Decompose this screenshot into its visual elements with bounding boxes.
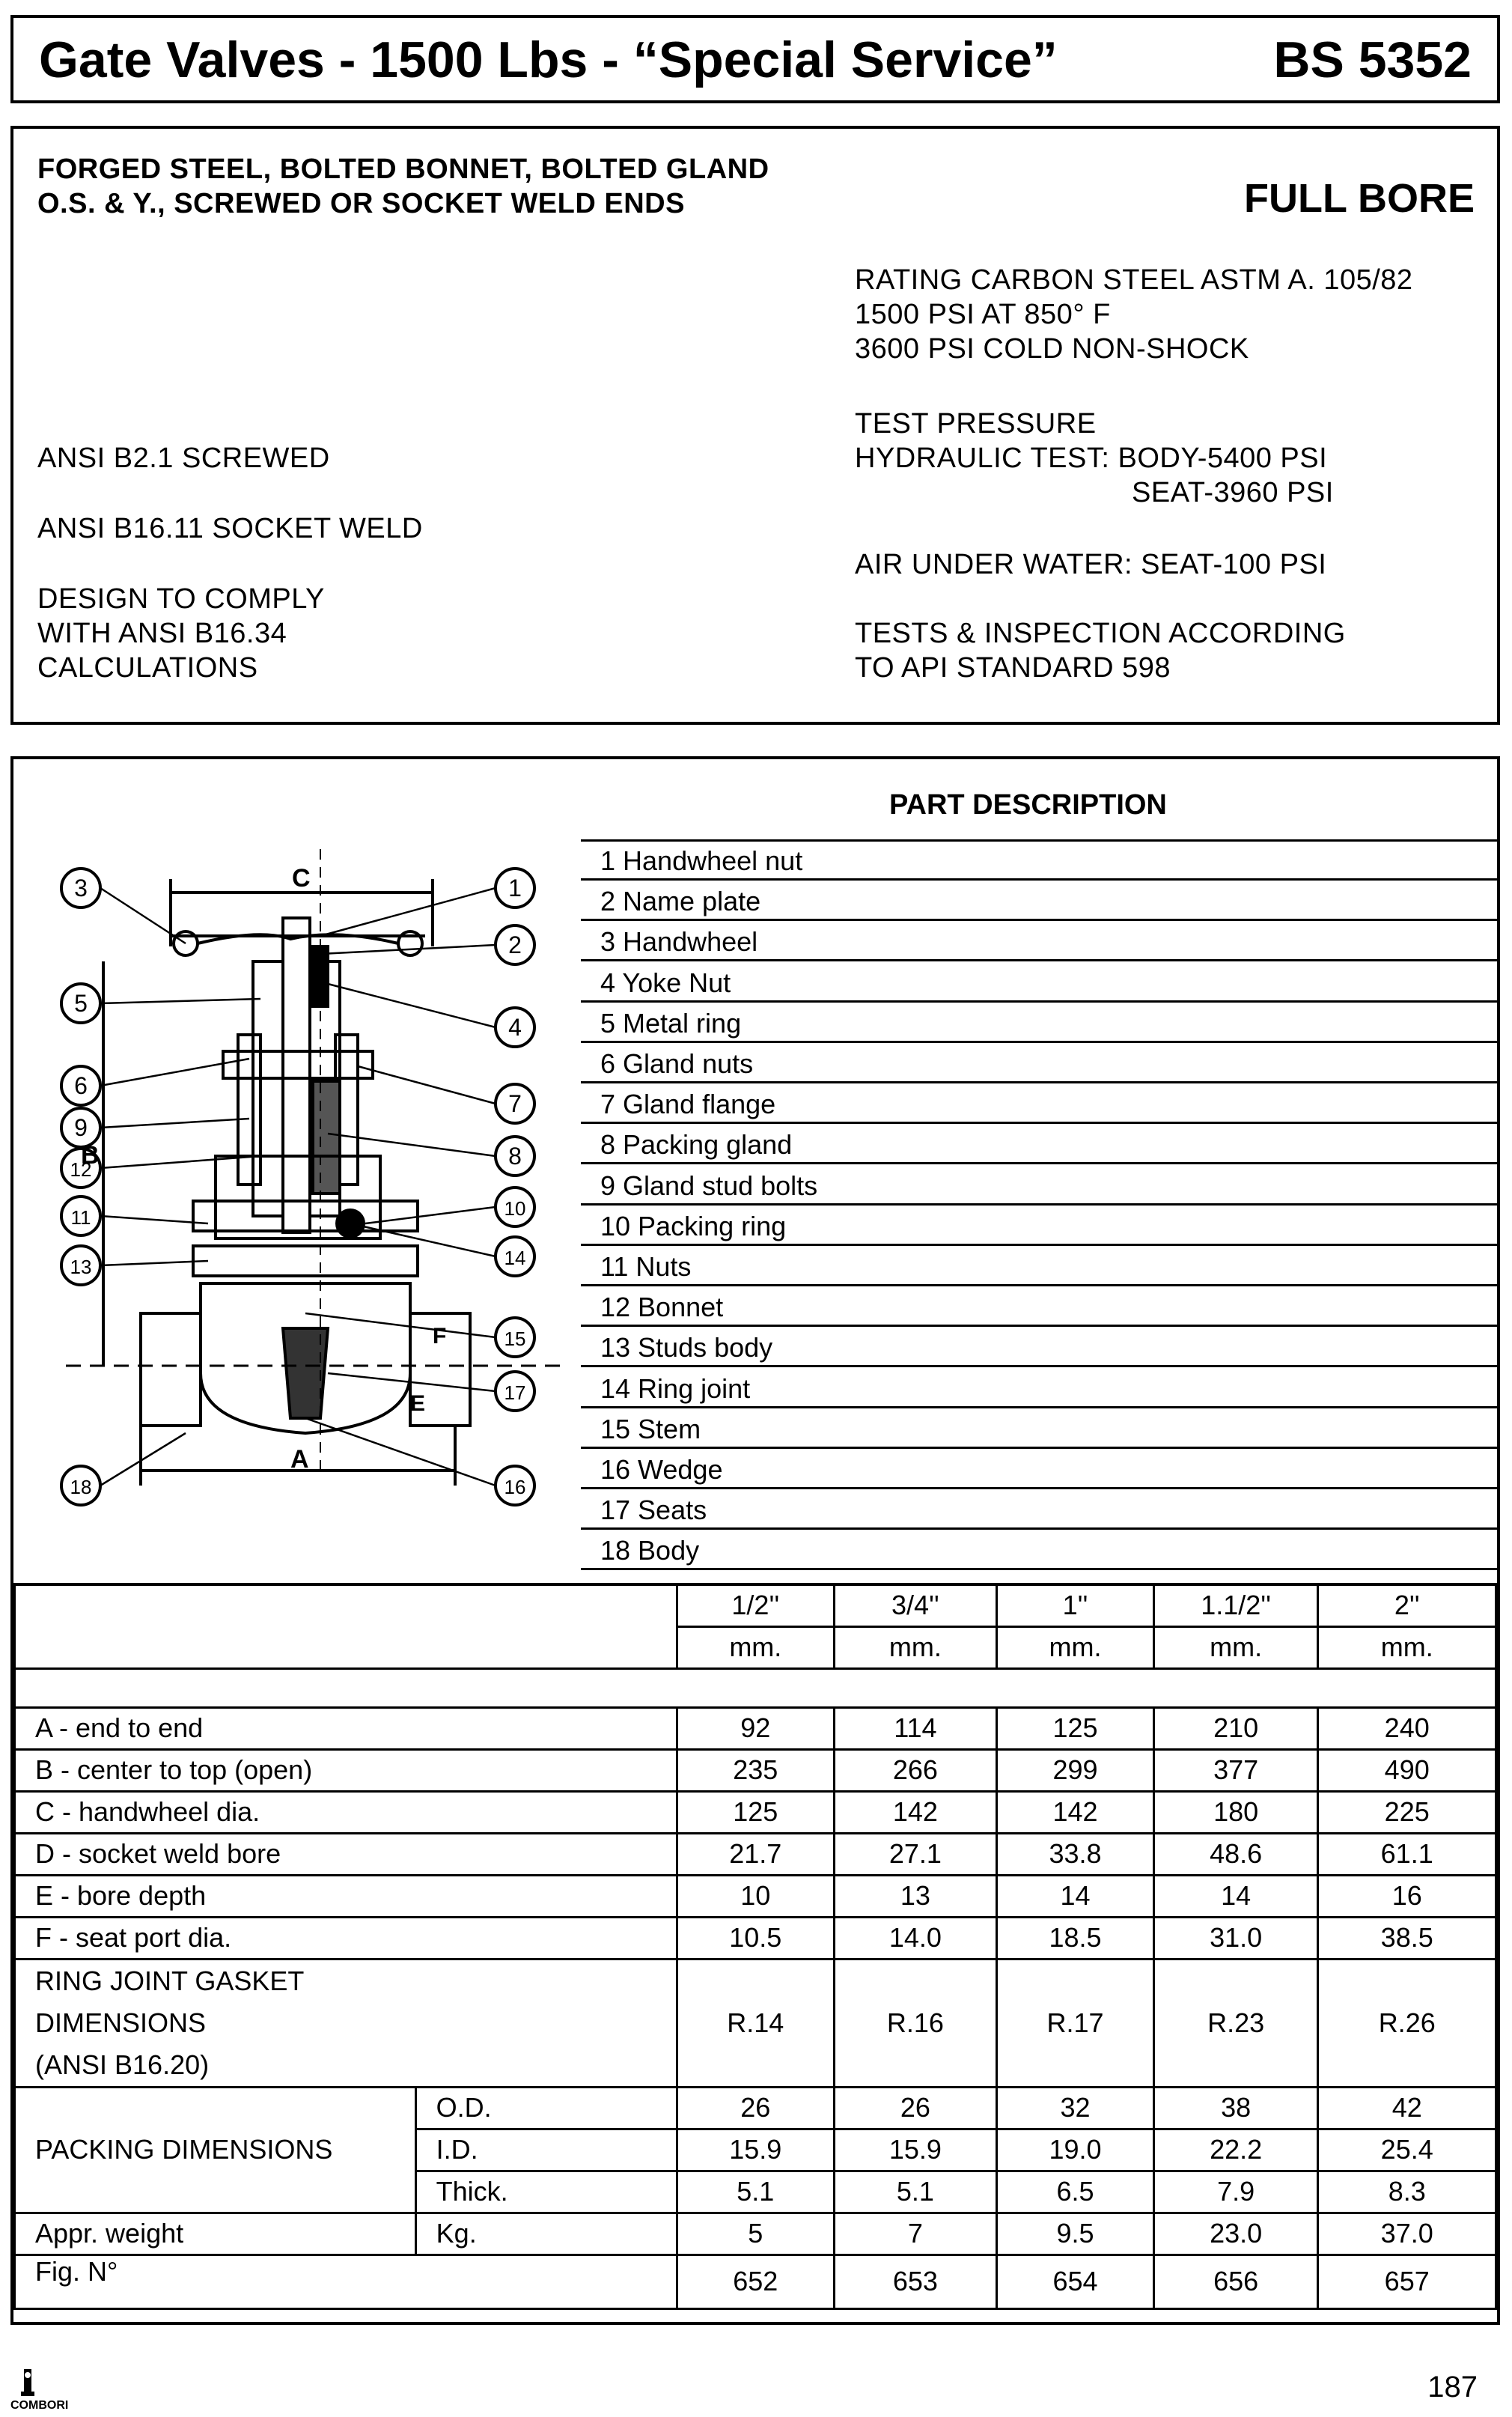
unit-header: mm. bbox=[834, 1626, 997, 1668]
packing-sub-label: Thick. bbox=[415, 2171, 677, 2213]
callout-number: 8 bbox=[508, 1143, 522, 1170]
callout-number: 2 bbox=[508, 931, 522, 958]
callout-leader bbox=[320, 888, 496, 936]
dim-a-label: A bbox=[290, 1445, 309, 1474]
spacer-row bbox=[15, 1668, 1496, 1707]
value-cell: 14 bbox=[1153, 1875, 1318, 1917]
value-cell: 9.5 bbox=[997, 2213, 1154, 2255]
dimension-row bbox=[15, 1917, 1496, 1959]
packing bbox=[313, 1081, 340, 1194]
value-cell: 16 bbox=[1318, 1875, 1496, 1917]
construction-line-2: O.S. & Y., SCREWED OR SOCKET WELD ENDS bbox=[37, 188, 685, 219]
callout-number: 3 bbox=[74, 875, 88, 902]
design-line-1: DESIGN TO COMPLY bbox=[37, 583, 325, 615]
callout-number: 6 bbox=[74, 1072, 88, 1099]
callout-leader bbox=[358, 1066, 496, 1104]
rating-line-2: 1500 PSI AT 850° F bbox=[855, 299, 1111, 330]
callout-leader bbox=[328, 1134, 496, 1156]
value-cell: 32 bbox=[997, 2087, 1154, 2129]
part-row bbox=[581, 1531, 1500, 1570]
size-header: 1.1/2'' bbox=[1153, 1584, 1318, 1626]
value-cell: 240 bbox=[1318, 1707, 1496, 1749]
hydraulic-test: HYDRAULIC TEST: BODY-5400 PSI bbox=[855, 443, 1328, 474]
unit-header: mm. bbox=[677, 1626, 835, 1668]
value-cell: 654 bbox=[997, 2255, 1154, 2308]
part-row bbox=[581, 1045, 1500, 1083]
callout-leader bbox=[305, 1418, 496, 1486]
specification-box bbox=[10, 126, 1500, 725]
dimension-table bbox=[13, 1583, 1497, 2310]
callout-number: 14 bbox=[504, 1247, 526, 1269]
packing-label: PACKING DIMENSIONS bbox=[15, 2087, 416, 2213]
design-line-3: CALCULATIONS bbox=[37, 652, 258, 684]
header-blank bbox=[15, 1584, 677, 1668]
value-cell: 26 bbox=[834, 2087, 997, 2129]
value-cell: 10 bbox=[677, 1875, 835, 1917]
tests-line-2: TO API STANDARD 598 bbox=[855, 652, 1171, 684]
value-cell: 42 bbox=[1318, 2087, 1496, 2129]
part-row bbox=[581, 882, 1500, 921]
rating-line-1: RATING CARBON STEEL ASTM A. 105/82 bbox=[855, 264, 1413, 296]
callout-number: 9 bbox=[74, 1114, 88, 1141]
value-cell: 14.0 bbox=[834, 1917, 997, 1959]
size-header: 2'' bbox=[1318, 1584, 1496, 1626]
row-label: C - handwheel dia. bbox=[15, 1791, 677, 1833]
value-cell: 125 bbox=[997, 1707, 1154, 1749]
ring-joint-label bbox=[15, 1959, 677, 2087]
value-cell: 125 bbox=[677, 1791, 835, 1833]
test-pressure-heading: TEST PRESSURE bbox=[855, 408, 1097, 440]
value-cell: 25.4 bbox=[1318, 2129, 1496, 2171]
dim-b-label: B bbox=[81, 1141, 100, 1170]
callout-leader bbox=[320, 945, 496, 954]
dim-e-label: E bbox=[410, 1391, 426, 1416]
callout-number: 17 bbox=[504, 1381, 526, 1404]
packing-sub-label: I.D. bbox=[415, 2129, 677, 2171]
callout-number: 1 bbox=[508, 875, 522, 902]
callout-leader bbox=[100, 1119, 249, 1128]
part-label: 4 Yoke Nut bbox=[600, 967, 731, 998]
value-cell: 490 bbox=[1318, 1749, 1496, 1791]
row-label: F - seat port dia. bbox=[15, 1917, 677, 1959]
part-row bbox=[581, 1491, 1500, 1530]
value-cell: 92 bbox=[677, 1707, 835, 1749]
dimension-row bbox=[15, 1791, 1496, 1833]
part-label: 6 Gland nuts bbox=[600, 1048, 754, 1079]
callout-leader bbox=[328, 984, 496, 1027]
part-row bbox=[581, 964, 1500, 1003]
part-row bbox=[581, 1207, 1500, 1246]
value-cell: 6.5 bbox=[997, 2171, 1154, 2213]
value-cell: 652 bbox=[677, 2255, 835, 2308]
value-cell: 15.9 bbox=[677, 2129, 835, 2171]
part-row bbox=[581, 1328, 1500, 1367]
callout-leader bbox=[100, 999, 260, 1003]
part-row bbox=[581, 922, 1500, 961]
value-cell: 656 bbox=[1153, 2255, 1318, 2308]
part-description-heading: PART DESCRIPTION bbox=[889, 789, 1167, 821]
part-row bbox=[581, 1288, 1500, 1327]
value-cell: 23.0 bbox=[1153, 2213, 1318, 2255]
size-header: 1/2'' bbox=[677, 1584, 835, 1626]
part-row bbox=[581, 1410, 1500, 1449]
value-cell: 21.7 bbox=[677, 1833, 835, 1875]
callout-number: 15 bbox=[504, 1328, 526, 1350]
part-label: 9 Gland stud bolts bbox=[600, 1170, 818, 1201]
standard-code: BS 5352 bbox=[1273, 31, 1472, 88]
value-cell: 266 bbox=[834, 1749, 997, 1791]
ring-joint-label-line: RING JOINT GASKET bbox=[35, 1965, 305, 1996]
dim-f-label: F bbox=[433, 1324, 447, 1349]
value-cell: 48.6 bbox=[1153, 1833, 1318, 1875]
callout-number: 12 bbox=[70, 1158, 92, 1181]
bore-type: FULL BORE bbox=[1244, 176, 1475, 221]
weight-row bbox=[15, 2213, 1496, 2255]
unit-header: mm. bbox=[1153, 1626, 1318, 1668]
value-cell: 31.0 bbox=[1153, 1917, 1318, 1959]
part-row bbox=[581, 1085, 1500, 1124]
value-cell: 180 bbox=[1153, 1791, 1318, 1833]
yoke-nut bbox=[310, 946, 328, 1006]
size-header-row bbox=[15, 1584, 1496, 1626]
value-cell: 13 bbox=[834, 1875, 997, 1917]
dimension-row bbox=[15, 1749, 1496, 1791]
part-label: 8 Packing gland bbox=[600, 1129, 793, 1161]
title-bar bbox=[10, 15, 1500, 103]
callout-leader bbox=[100, 1156, 260, 1168]
part-row bbox=[581, 1247, 1500, 1286]
value-cell: 27.1 bbox=[834, 1833, 997, 1875]
part-row bbox=[581, 1450, 1500, 1489]
callout-leader bbox=[100, 888, 186, 943]
value-cell: 8.3 bbox=[1318, 2171, 1496, 2213]
callout-leader bbox=[100, 1059, 249, 1086]
value-cell: 142 bbox=[834, 1791, 997, 1833]
gland-stud-left bbox=[238, 1035, 260, 1185]
part-label: 2 Name plate bbox=[600, 886, 761, 917]
callout-number: 7 bbox=[508, 1090, 522, 1117]
part-label: 16 Wedge bbox=[600, 1454, 723, 1485]
callout-number: 4 bbox=[508, 1014, 522, 1041]
row-label: D - socket weld bore bbox=[15, 1833, 677, 1875]
callout-number: 18 bbox=[70, 1476, 92, 1498]
spacer bbox=[15, 1668, 1496, 1707]
unit-header: mm. bbox=[1318, 1626, 1496, 1668]
size-header: 1'' bbox=[997, 1584, 1154, 1626]
callout-leader bbox=[100, 1433, 186, 1486]
callout-number: 11 bbox=[70, 1206, 91, 1229]
air-test: AIR UNDER WATER: SEAT-100 PSI bbox=[855, 549, 1327, 580]
ring-joint-row bbox=[15, 1959, 1496, 2087]
part-row bbox=[581, 1125, 1500, 1164]
part-label: 13 Studs body bbox=[600, 1332, 773, 1363]
callout-leader bbox=[365, 1207, 496, 1223]
value-cell: 61.1 bbox=[1318, 1833, 1496, 1875]
value-cell: 142 bbox=[997, 1791, 1154, 1833]
callout-number: 5 bbox=[74, 990, 88, 1017]
value-cell: 7 bbox=[834, 2213, 997, 2255]
value-cell: 33.8 bbox=[997, 1833, 1154, 1875]
value-cell: 225 bbox=[1318, 1791, 1496, 1833]
value-cell: 7.9 bbox=[1153, 2171, 1318, 2213]
gland-flange bbox=[223, 1051, 373, 1078]
value-cell: 26 bbox=[677, 2087, 835, 2129]
value-cell: 653 bbox=[834, 2255, 997, 2308]
packing-row bbox=[15, 2087, 1496, 2129]
body-end-left bbox=[141, 1313, 201, 1426]
part-label: 3 Handwheel bbox=[600, 926, 758, 958]
page-number: 187 bbox=[1427, 2371, 1478, 2404]
value-cell: 38 bbox=[1153, 2087, 1318, 2129]
part-label: 14 Ring joint bbox=[600, 1372, 751, 1404]
seat-test: SEAT-3960 PSI bbox=[1132, 477, 1334, 508]
callout-number: 13 bbox=[70, 1256, 92, 1278]
value-cell: 114 bbox=[834, 1707, 997, 1749]
tests-line-1: TESTS & INSPECTION ACCORDING bbox=[855, 618, 1346, 649]
design-line-2: WITH ANSI B16.34 bbox=[37, 618, 287, 649]
part-label: 5 Metal ring bbox=[600, 1007, 742, 1039]
unit-header: mm. bbox=[997, 1626, 1154, 1668]
part-row bbox=[581, 1004, 1500, 1043]
fig-row bbox=[15, 2255, 1496, 2308]
value-cell: 10.5 bbox=[677, 1917, 835, 1959]
part-row bbox=[581, 842, 1500, 881]
value-cell: 5 bbox=[677, 2213, 835, 2255]
value-cell: 5.1 bbox=[677, 2171, 835, 2213]
value-cell: R.26 bbox=[1318, 1959, 1496, 2087]
fig-label: Fig. N° bbox=[15, 2255, 677, 2308]
rating-line-3: 3600 PSI COLD NON-SHOCK bbox=[855, 333, 1249, 365]
value-cell: 235 bbox=[677, 1749, 835, 1791]
weight-unit: Kg. bbox=[415, 2213, 677, 2255]
part-row bbox=[581, 1369, 1500, 1408]
part-label: 17 Seats bbox=[600, 1495, 707, 1526]
construction-line-1: FORGED STEEL, BOLTED BONNET, BOLTED GLAND bbox=[37, 153, 769, 185]
body-flange bbox=[193, 1246, 418, 1276]
value-cell: 18.5 bbox=[997, 1917, 1154, 1959]
row-label: A - end to end bbox=[15, 1707, 677, 1749]
callout-number: 16 bbox=[504, 1476, 526, 1498]
size-header: 3/4'' bbox=[834, 1584, 997, 1626]
brand-logo bbox=[10, 2368, 70, 2416]
value-cell: 5.1 bbox=[834, 2171, 997, 2213]
value-cell: R.16 bbox=[834, 1959, 997, 2087]
part-label: 10 Packing ring bbox=[600, 1210, 787, 1241]
value-cell: 657 bbox=[1318, 2255, 1496, 2308]
part-label: 18 Body bbox=[600, 1535, 700, 1566]
page-title: Gate Valves - 1500 Lbs - “Special Service” bbox=[39, 31, 1058, 88]
part-label: 11 Nuts bbox=[600, 1251, 692, 1282]
callout-number: 10 bbox=[504, 1197, 526, 1220]
value-cell: 377 bbox=[1153, 1749, 1318, 1791]
value-cell: 299 bbox=[997, 1749, 1154, 1791]
value-cell: R.14 bbox=[677, 1959, 835, 2087]
row-label: B - center to top (open) bbox=[15, 1749, 677, 1791]
value-cell: 38.5 bbox=[1318, 1917, 1496, 1959]
valve-diagram bbox=[36, 849, 575, 1545]
dimension-row bbox=[15, 1875, 1496, 1917]
ring-joint-label-line: DIMENSIONS bbox=[35, 2007, 207, 2038]
dimension-row bbox=[15, 1707, 1496, 1749]
value-cell: 19.0 bbox=[997, 2129, 1154, 2171]
parts-and-dimensions-box bbox=[10, 756, 1500, 2325]
row-label: E - bore depth bbox=[15, 1875, 677, 1917]
value-cell: 22.2 bbox=[1153, 2129, 1318, 2171]
packing-sub-label: O.D. bbox=[415, 2087, 677, 2129]
part-label: 7 Gland flange bbox=[600, 1089, 776, 1120]
part-label: 1 Handwheel nut bbox=[600, 845, 803, 876]
value-cell: 37.0 bbox=[1318, 2213, 1496, 2255]
brand-name: COMBORI bbox=[10, 2399, 69, 2412]
weight-label: Appr. weight bbox=[15, 2213, 416, 2255]
part-label: 15 Stem bbox=[600, 1413, 701, 1444]
value-cell: R.23 bbox=[1153, 1959, 1318, 2087]
ansi-screwed: ANSI B2.1 SCREWED bbox=[37, 443, 330, 474]
part-label: 12 Bonnet bbox=[600, 1292, 724, 1323]
value-cell: R.17 bbox=[997, 1959, 1154, 2087]
bonnet-flange bbox=[193, 1201, 418, 1231]
dim-c-label: C bbox=[292, 864, 311, 893]
value-cell: 210 bbox=[1153, 1707, 1318, 1749]
part-row bbox=[581, 1167, 1500, 1206]
dimension-row bbox=[15, 1833, 1496, 1875]
callout-leader bbox=[305, 1313, 496, 1337]
value-cell: 14 bbox=[997, 1875, 1154, 1917]
ring-joint-label-line: (ANSI B16.20) bbox=[35, 2049, 210, 2080]
ansi-socket-weld: ANSI B16.11 SOCKET WELD bbox=[37, 513, 423, 544]
value-cell: 15.9 bbox=[834, 2129, 997, 2171]
stem bbox=[283, 918, 310, 1232]
